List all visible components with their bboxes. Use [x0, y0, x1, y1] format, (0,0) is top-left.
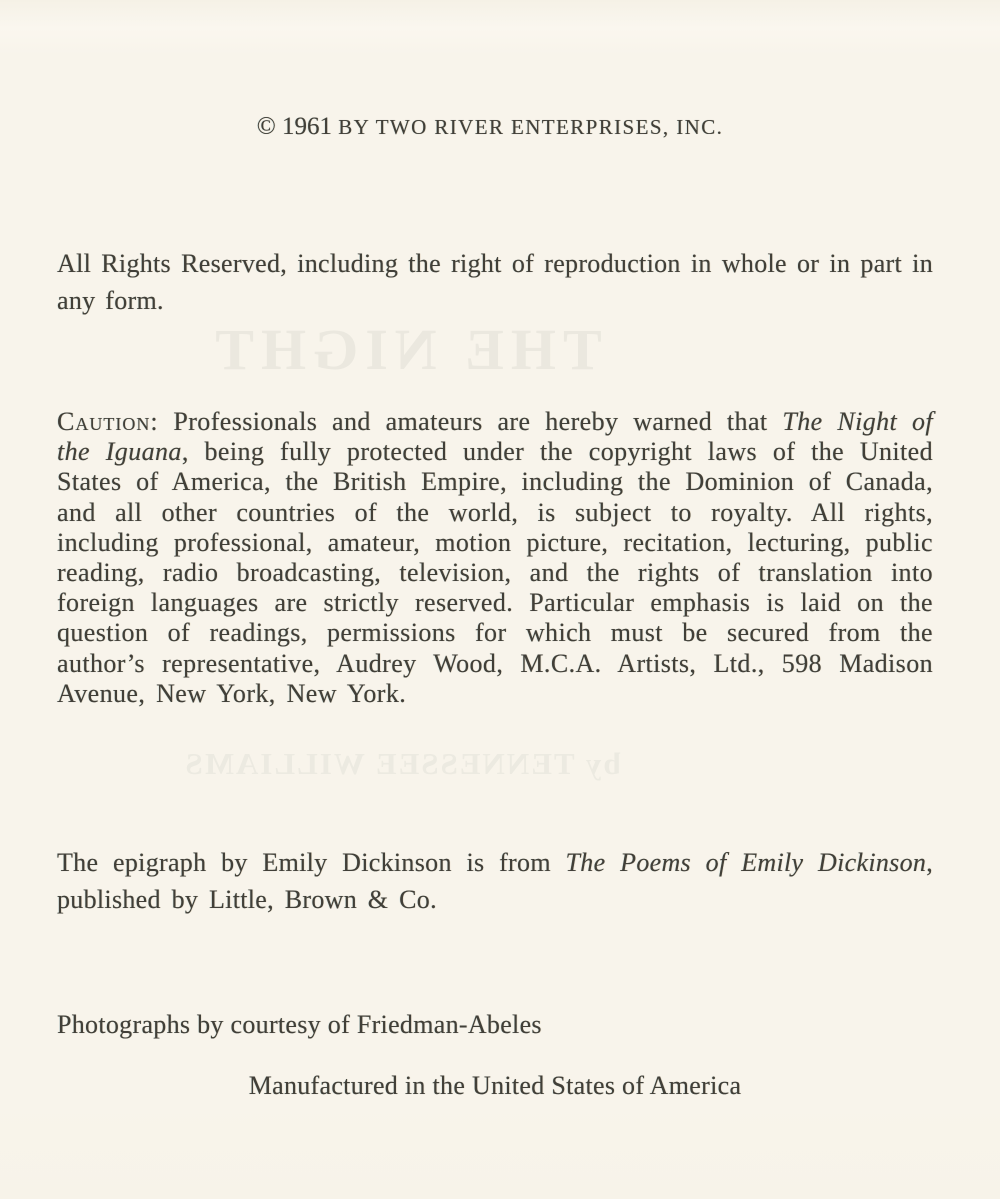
manufacture-line: Manufactured in the United States of America	[248, 1071, 742, 1100]
caution-paragraph: Caution: Professionals and amateurs are hereby warned that The Night of the Iguana, being fully protected under the copyright laws of the United States of America, the British Empire, including the Dominion of Canada, and all other countries of the world, is subject to royalty. All rights, including professional, amateur, motion picture, recitation, lecturing, public reading, radio broadcasting, television, and the rights of translation into foreign languages are strictly reserved. Particular emphasis is laid on the question of readings, permissions for which must be secured from the author’s representative, Audrey Wood, M.C.A. Artists, Ltd., 598 Madison Avenue, New York, New York.	[57, 407, 933, 708]
epigraph-note: The epigraph by Emily Dickinson is from The Poems of Emily Dickinson, published by Little, Brown & Co.	[57, 848, 933, 914]
copyright-line	[0, 113, 980, 141]
photo-credit: Photographs by courtesy of Friedman-Abeles	[57, 1010, 542, 1039]
showthrough-title: THE NIGHT	[208, 317, 602, 382]
copyright-symbol-year: © 1961	[256, 113, 339, 140]
copyright-holder: BY TWO RIVER ENTERPRISES, INC.	[338, 115, 724, 139]
rights-notice: All Rights Reserved, including the right of reproduction in whole or in part in any form.	[57, 249, 933, 315]
showthrough-byline: by TENNESSEE WILLIAMS	[183, 746, 621, 781]
